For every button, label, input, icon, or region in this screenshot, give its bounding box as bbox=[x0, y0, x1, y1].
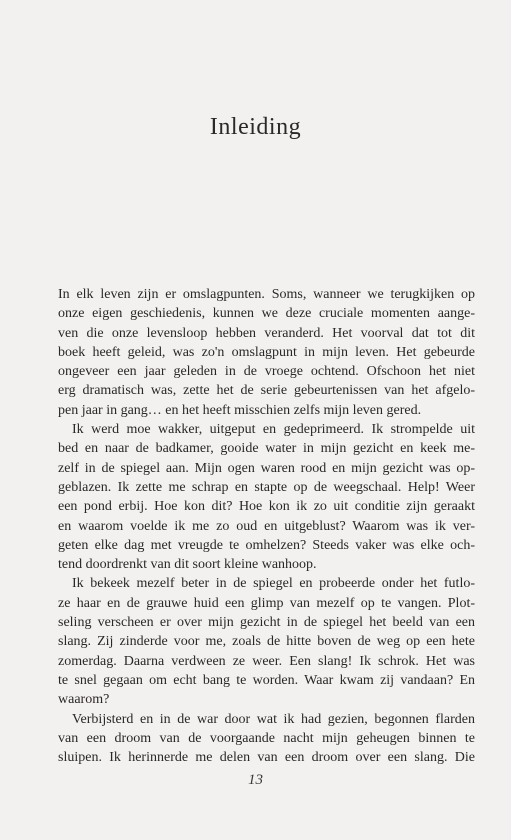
text-line: Ik werd moe wakker, uitgeput en gedeprimeerd. Ik strompelde uit bbox=[72, 422, 475, 438]
text-line: erg dramatisch was, zette het de serie gebeurtenissen van het afgelo- bbox=[58, 383, 475, 399]
text-line: een pond erbij. Hoe kon dit? Hoe kon ik zo uit conditie zijn geraakt bbox=[58, 499, 475, 515]
paragraph bbox=[58, 710, 475, 768]
text-line: bed en naar de badkamer, gooide water in mijn gezicht en keek me- bbox=[58, 441, 475, 457]
text-line: van een droom van de voorgaande nacht mijn geheugen binnen te bbox=[58, 730, 475, 746]
paragraph bbox=[58, 420, 475, 574]
text-line: waarom? bbox=[58, 692, 110, 708]
text-line: sluipen. Ik herinnerde me delen van een droom over een slang. Die bbox=[58, 750, 475, 766]
paragraph bbox=[58, 574, 475, 709]
text-line: ven die onze levensloop hebben veranderd. Het voorval dat tot dit bbox=[58, 325, 475, 341]
text-line: In elk leven zijn er omslagpunten. Soms, wanneer we terugkijken op bbox=[58, 287, 475, 302]
text-line: ongeveer een jaar geleden in de vroege ochtend. Ofschoon het niet bbox=[58, 364, 475, 380]
chapter-title: Inleiding bbox=[209, 114, 302, 140]
text-line: pen jaar in gang… en het heeft misschien zelfs mijn leven gered. bbox=[58, 402, 422, 418]
text-line: geblazen. Ik zette me schrap en stapte op de weegschaal. Help! Weer bbox=[58, 479, 475, 495]
text-line: en waarom voelde ik me zo oud en uitgeblust? Waarom was ik ver- bbox=[58, 518, 475, 534]
paragraph bbox=[58, 285, 475, 420]
text-line: zomerdag. Daarna verdween ze weer. Een slang! Ik schrok. Het was bbox=[58, 653, 475, 669]
text-line: onze eigen geschiedenis, kunnen we deze cruciale momenten aange- bbox=[58, 306, 475, 322]
text-line: seling verscheen er over mijn gezicht in de spiegel het beeld van een bbox=[58, 615, 475, 631]
body-text bbox=[58, 285, 475, 767]
page-number: 13 bbox=[248, 772, 263, 788]
text-line: slang. Zij zinderde voor me, zoals de hitte boven de weg op een hete bbox=[58, 634, 475, 650]
text-line: te snel gegaan om echt bang te worden. Waar kwam zij vandaan? En bbox=[58, 672, 475, 688]
text-line: ze haar en de grauwe huid een glimp van mezelf op te vangen. Plot- bbox=[58, 595, 475, 611]
text-line: Verbijsterd en in de war door wat ik had gezien, begonnen flarden bbox=[72, 711, 475, 727]
text-line: geten elke dag met vreugde te omhelzen? Steeds vaker was elke och- bbox=[58, 537, 475, 553]
text-line: Ik bekeek mezelf beter in de spiegel en probeerde onder het futlo- bbox=[72, 576, 475, 592]
text-line: zelf in de spiegel aan. Mijn ogen waren rood en mijn gezicht was op- bbox=[58, 460, 475, 476]
text-line: tend doordrenkt van dit soort kleine wanhoop. bbox=[58, 557, 317, 573]
text-line: boek heeft geleid, was zo'n omslagpunt in mijn leven. Het gebeurde bbox=[58, 344, 475, 360]
